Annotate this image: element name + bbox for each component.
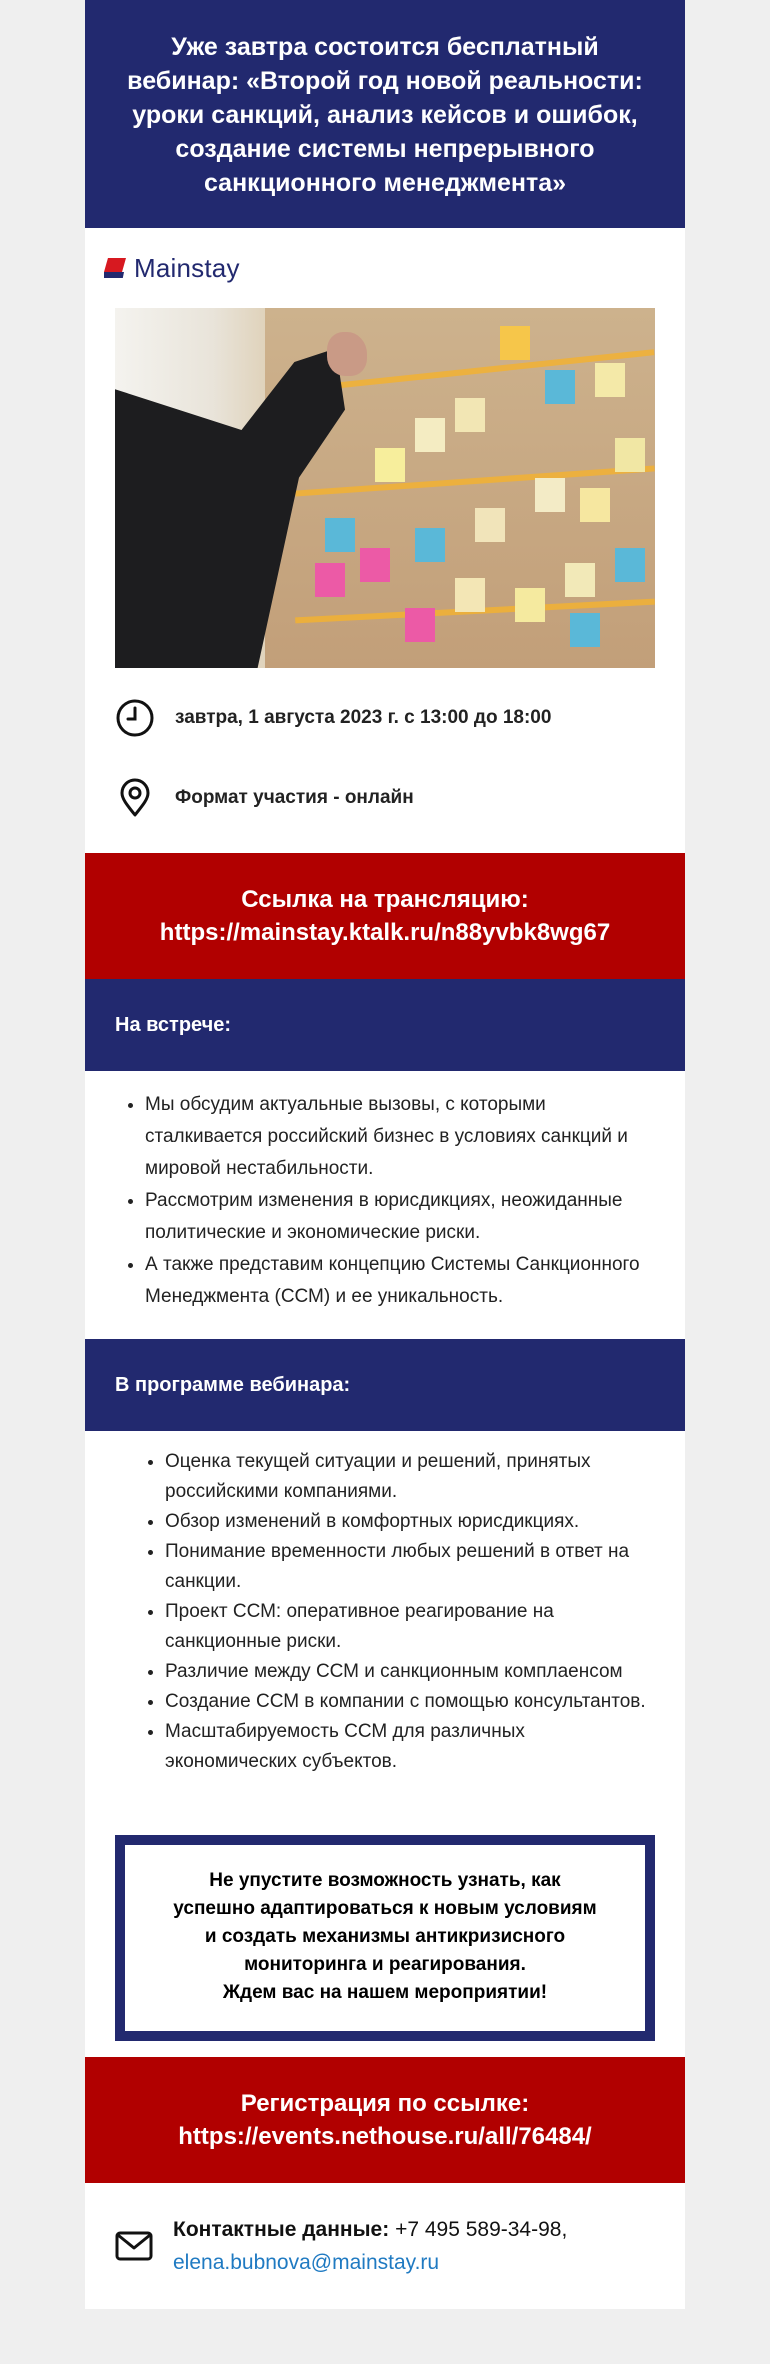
clock-icon bbox=[115, 698, 155, 738]
list-item: • Понимание временности любых решений в ответ на санкции. bbox=[165, 1537, 655, 1597]
logo-text: Mainstay bbox=[134, 252, 240, 283]
list-item: • Обзор изменений в комфортных юрисдикциях. bbox=[165, 1507, 655, 1537]
event-date-row bbox=[85, 678, 685, 758]
callout-line: успешно адаптироваться к новым условиям bbox=[173, 1898, 597, 1919]
callout-line: и создать механизмы антикризисного bbox=[204, 1926, 566, 1947]
event-date: завтра, 1 августа 2023 г. с 13:00 до 18:00 bbox=[175, 707, 552, 728]
list-item: • Различие между ССМ и санкционным комплаенсом bbox=[165, 1657, 655, 1687]
program-heading-bar bbox=[85, 1339, 685, 1431]
stream-label: Ссылка на трансляцию: bbox=[241, 886, 529, 913]
list-item: • Проект ССМ: оперативное реагирование на санкционные риски. bbox=[165, 1597, 655, 1657]
email-container bbox=[85, 0, 685, 2309]
meeting-heading-bar bbox=[85, 979, 685, 1071]
callout-line: Не упустите возможность узнать, как bbox=[209, 1870, 561, 1891]
list-item: • Рассмотрим изменения в юрисдикциях, неожиданные политические и экономические риски. bbox=[145, 1185, 655, 1249]
event-format-row bbox=[85, 758, 685, 838]
list-item: • Создание ССМ в компании с помощью консультантов. bbox=[165, 1687, 655, 1717]
location-pin-icon bbox=[115, 778, 155, 818]
callout-line: мониторинга и реагирования. bbox=[244, 1954, 526, 1975]
registration-label: Регистрация по ссылке: bbox=[240, 2090, 530, 2117]
contact-email-link[interactable]: elena.bubnova@mainstay.ru bbox=[173, 2251, 440, 2274]
contact-row bbox=[85, 2183, 685, 2309]
meeting-heading: На встрече: bbox=[115, 1013, 232, 1036]
hero-banner bbox=[85, 0, 685, 228]
list-item: • Оценка текущей ситуации и решений, принятых российскими компаниями. bbox=[165, 1447, 655, 1507]
list-item: • Мы обсудим актуальные вызовы, с которыми сталкивается российский бизнес в условиях санкций и мировой нестабильности. bbox=[145, 1089, 655, 1185]
hero-title: Уже завтра состоится бесплатный вебинар: «Второй год новой реальности: уроки санкций, анализ кейсов и ошибок, создание системы непрерывного санкционного менеджмента» bbox=[127, 33, 643, 197]
registration-url-link[interactable]: https://events.nethouse.ru/all/76484/ bbox=[178, 2123, 592, 2150]
callout-line: Ждем вас на нашем мероприятии! bbox=[222, 1982, 548, 2003]
registration-banner[interactable] bbox=[85, 2057, 685, 2183]
contact-text bbox=[173, 2213, 567, 2279]
envelope-icon bbox=[115, 2230, 153, 2262]
stream-url-link[interactable]: https://mainstay.ktalk.ru/n88yvbk8wg67 bbox=[159, 919, 611, 946]
program-heading: В программе вебинара: bbox=[115, 1373, 351, 1396]
contact-label: Контактные данные: bbox=[173, 2218, 390, 2241]
meeting-list bbox=[85, 1071, 685, 1339]
mainstay-logo-icon bbox=[104, 258, 126, 278]
event-format: Формат участия - онлайн bbox=[175, 787, 414, 808]
callout-wrapper bbox=[85, 1817, 685, 2057]
list-item: • А также представим концепцию Системы Санкционного Менеджмента (ССМ) и ее уникальность. bbox=[145, 1249, 655, 1313]
contact-phone: +7 495 589-34-98, bbox=[395, 2218, 568, 2241]
program-list bbox=[85, 1431, 685, 1817]
stream-link-banner[interactable] bbox=[85, 853, 685, 979]
callout-box bbox=[115, 1835, 655, 2041]
hero-photo bbox=[115, 308, 655, 668]
logo-row bbox=[85, 228, 685, 308]
list-item: • Масштабируемость ССМ для различных экономических субъектов. bbox=[165, 1717, 655, 1777]
